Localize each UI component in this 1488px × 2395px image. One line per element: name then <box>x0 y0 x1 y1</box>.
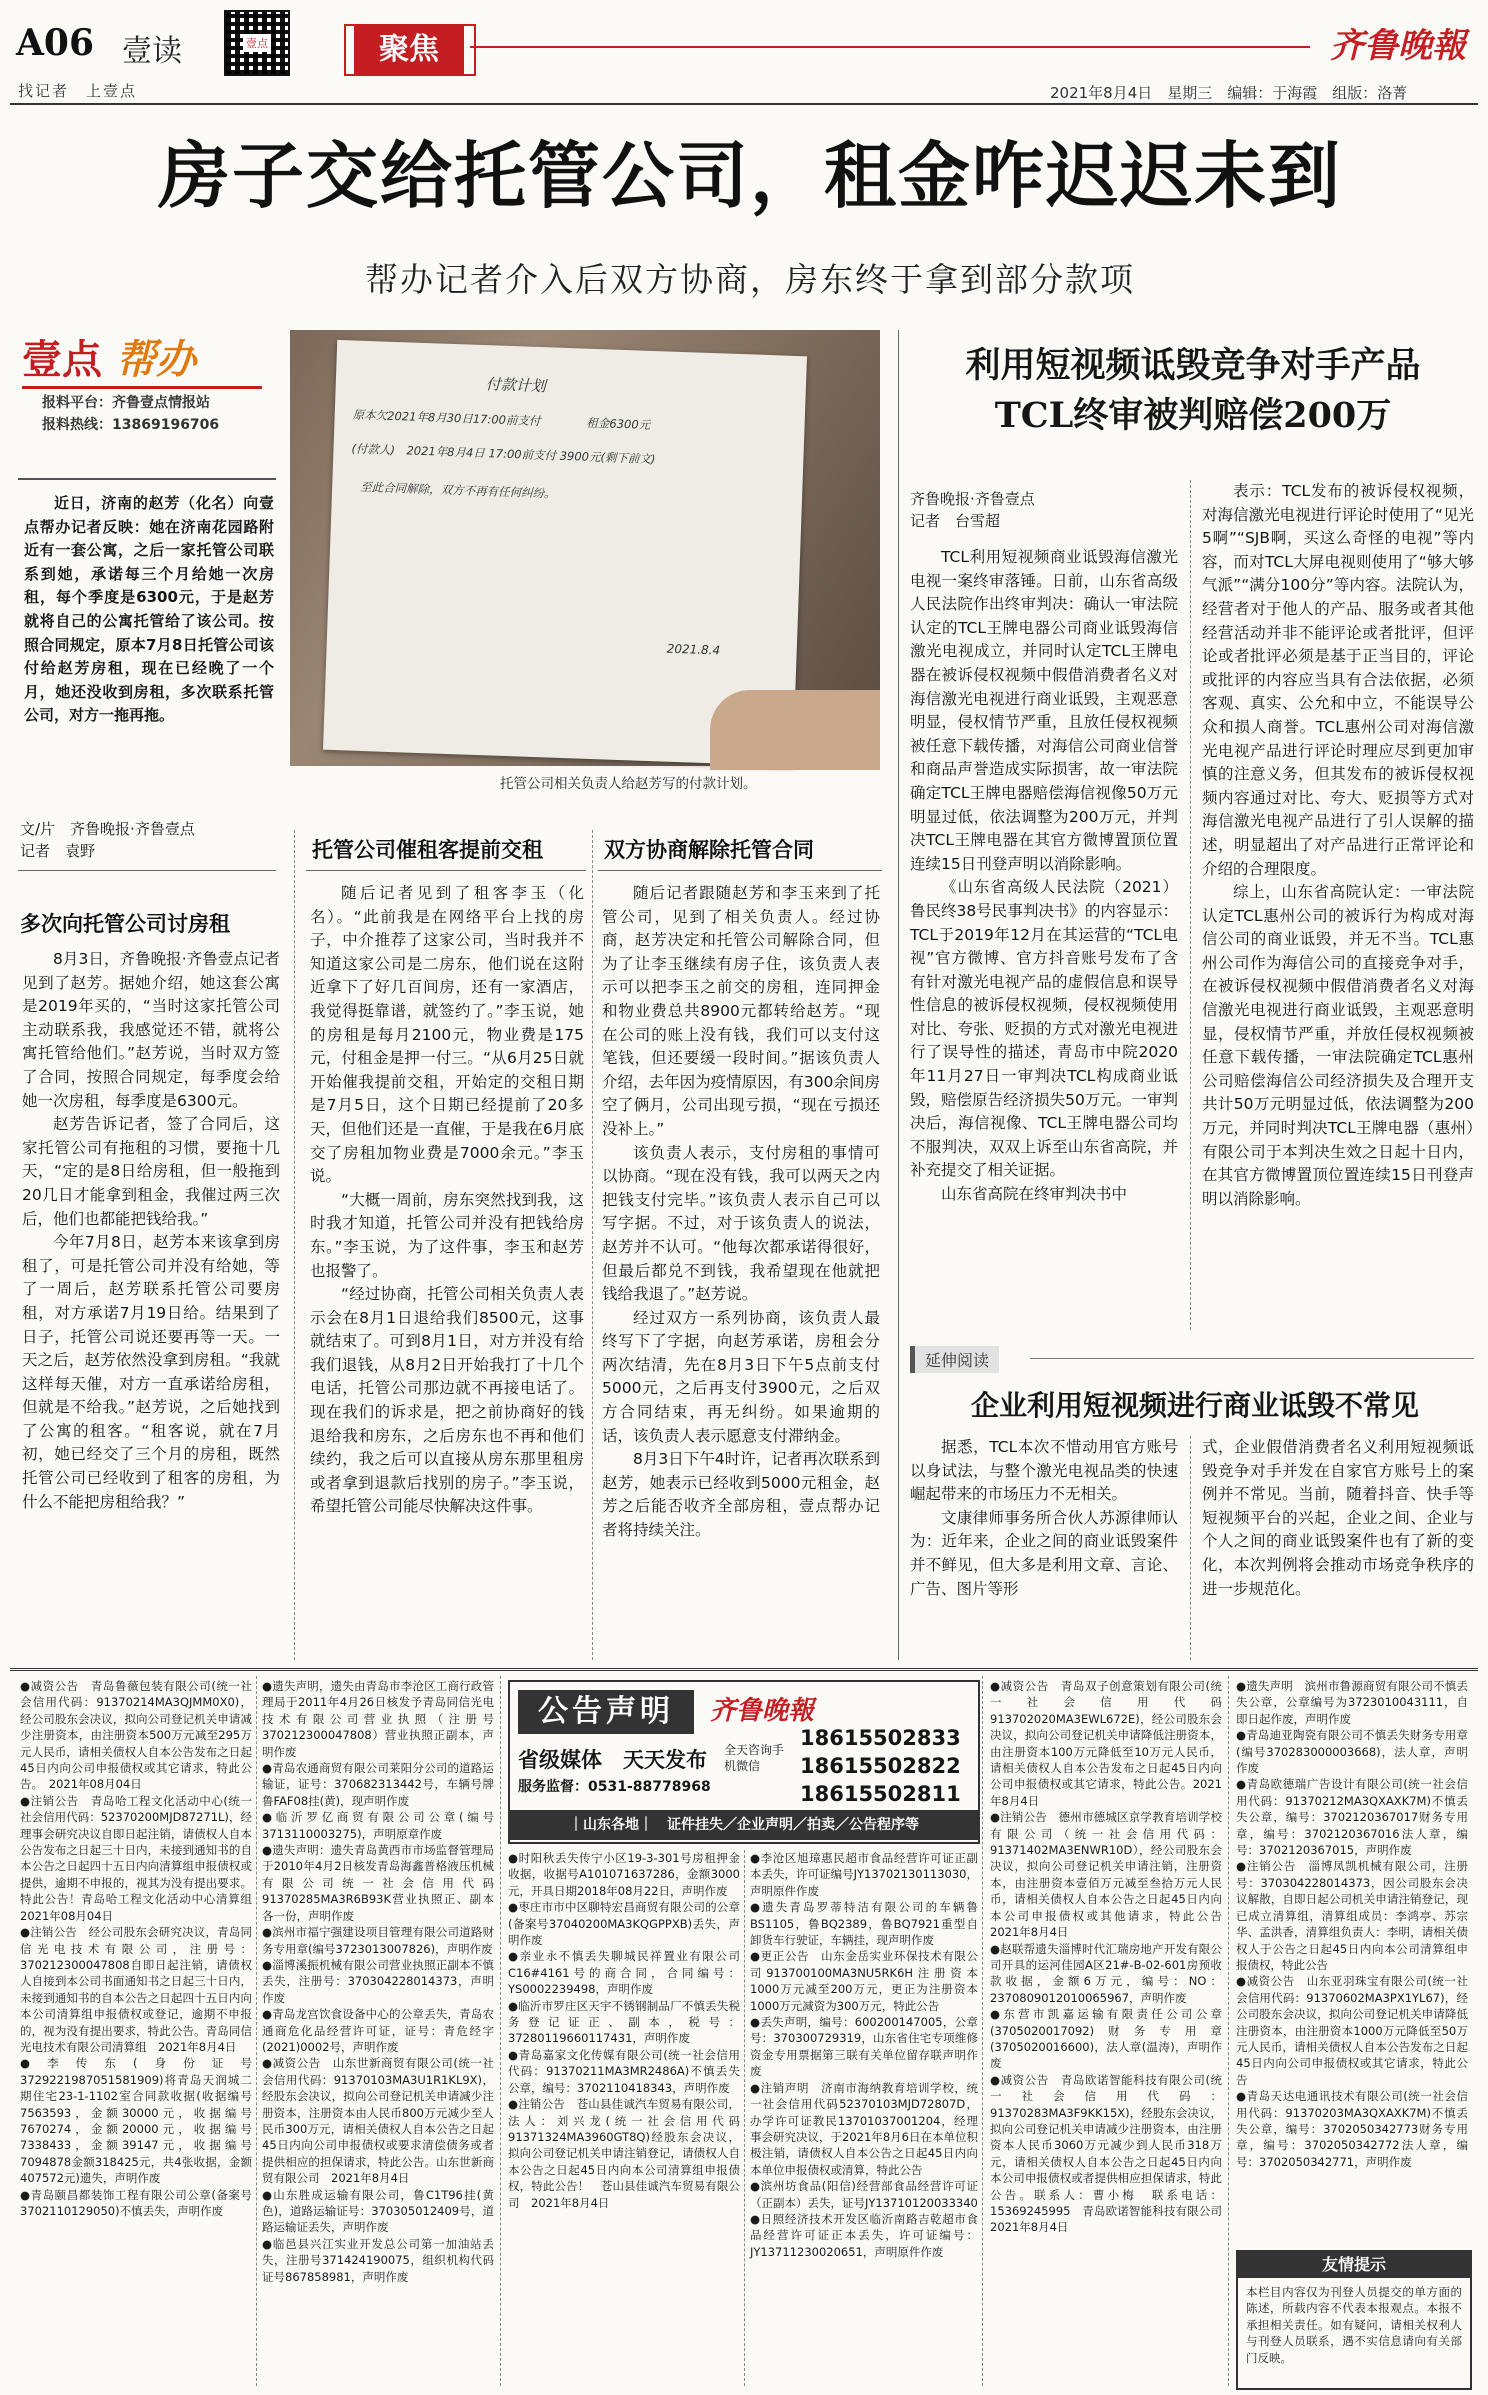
notice-phone-3[interactable]: 18615502811 <box>800 1782 961 1806</box>
tip-phone: 报料热线：13869196706 <box>42 417 220 433</box>
classified-divider <box>1228 1676 1229 2386</box>
section-head-3: 双方协商解除托管合同 <box>604 837 814 862</box>
rcol1-paragraph: TCL利用短视频商业诋毁海信激光电视一案终审落锤。日前，山东省高级人民法院作出终审判决：确认一审法院认定的TCL王牌电器公司商业诋毁海信激光电视成立，并同时认定TCL王牌电器在被诉侵权视频中假借消费者名义对海信激光电视进行商业诋毁，主观恶意明显，侵权情节严重，且放任侵权视频被任意下载传播，对海信公司商业信誉和商品声誉造成实际损害，故一审法院确定TCL王牌电器赔偿海信视像50万元明显过低，依法调整为200万元，并判决TCL王牌电器在其官方微博置顶位置连续15日刊登声明以消除影响。 <box>910 548 1178 873</box>
col-divider <box>592 830 593 1660</box>
extend-divider <box>1190 1436 1191 1660</box>
notice-categories: ｜山东各地｜ 证件挂失／企业声明／拍卖／公告程序等 <box>510 1810 978 1840</box>
col1-rule <box>18 870 276 871</box>
photo-caption: 托管公司相关负责人给赵芳写的付款计划。 <box>500 776 757 792</box>
qr-center-label: 壹点 <box>243 34 271 52</box>
extend-label: 延伸阅读 <box>910 1346 999 1373</box>
doc-line-2: (付款人) 2021年8月4日 17:00前支付 3900元(剩下前文) <box>351 441 656 467</box>
col2-paragraph: “经过协商，托管公司相关负责人表示会在8月1日退给我们8500元，这事就结束了。可到8月1日，对方并没有给我们退钱，从8月2日开始我打了十几个电话，托管公司那边就不再接电话了。现在我们的诉求是，把之前协商好的钱退给我和房东，之后房东也不再和他们续约，我之后可以直接从房东那里租房或者拿到退款后找别的房子。”李玉说，希望托管公司能尽快解决这件事。 <box>310 1285 584 1516</box>
col2-rule <box>306 870 586 871</box>
masthead-logo: 齐鲁晚報 <box>1330 26 1466 66</box>
notice-phone-desc: 全天咨询手机微信 <box>724 1743 785 1773</box>
extend-column-1 <box>910 1436 1178 1662</box>
section-head-1: 多次向托管公司讨房租 <box>20 911 230 936</box>
classified-divider <box>256 1676 257 2386</box>
doc-line-1: 原本欠2021年8月30日17:00前支付 租金6300元 <box>352 407 651 432</box>
qr-code[interactable] <box>224 10 290 76</box>
doc-signature: 2021.8.4 <box>666 641 721 658</box>
issue-date: 2021年8月4日 星期三 编辑：于海霞 组版：洛菁 <box>1050 84 1408 102</box>
story-column-3 <box>602 882 880 1658</box>
classified-divider <box>500 1676 501 2386</box>
lead-paragraph <box>24 492 274 802</box>
classified-column-1: ●减资公告 青岛鲁薇包装有限公司(统一社会信用代码：91370214MA3QJMM0X0)，经公司股东会决议，拟向公司登记机关申请减少注册资本，由注册资本500万元减至295万元人民币，请相关债权人自本公告发布之日起45日内向公司申报债权或其它请求，特此公告。 2021年08月04日 ●注销公告 青岛哈工程文化活动中心(统一社会信用代码：52370200MJD87271L)，经理事会研究决议自即日起注销，请债权人自本公告发布之日起三十日内，未接到通知书的自本公告之日起四十五日内向清算组申报债权或提供，逾期不申报的，视其为没有提出要求。特此公告！青岛哈工程文化活动中心清算组 2021年08月04日 ●注销公告 经公司股东会研究决议，青岛同信光电技术有限公司，注册号：370212300047808自即日起注销，请债权人自接到本公司书面通知书之日起三十日内，未接到通知书的自本公告之日起四十五日内向本公司清算组申报债权或登记，逾期不申报的，视为没有提出要求，特此公告。青岛同信光电技术有限公司清算组 2021年8月4日 ●李传东(身份证号3729221987051581909)将青岛天润城二期住宅23-1-1102室合同款收据(收据编号7563593，金额30000元，收据编号7670274，金额20000元，收据编号7338433，金额39147元，收据编号7094878金额318425元，共4张收据，金额407572元)遗失，声明作废 ●青岛颐昌都装饰工程有限公司公章(备案号3702110129050)不慎丢失，声明作废 <box>20 1679 252 2218</box>
extend-paragraph: 文康律师事务所合伙人苏源律师认为：近年来，企业之间的商业诋毁案件并不鲜见，但大多是利用文章、言论、广告、图片等形 <box>910 1508 1178 1598</box>
bangban-badge <box>22 320 262 472</box>
notice-box <box>508 1680 980 1844</box>
main-subheadline: 帮办记者介入后双方协商，房东终于拿到部分款项 <box>365 260 1135 299</box>
story-photo <box>290 330 880 766</box>
right-byline-1: 齐鲁晚报·齐鲁壹点 <box>910 490 1035 508</box>
section-head-2: 托管公司催租客提前交租 <box>312 837 543 862</box>
right-byline-2: 记者 台雪超 <box>910 512 1001 530</box>
bangban-logo-part1: 壹点 <box>22 337 102 383</box>
classified-column-4: ●李沧区旭璋惠民超市食品经营许可证正副本丢失，许可证编号JY13702130113030，声明原件作废 ●遗失青岛罗蒂特洁有限公司的车辆鲁BS1105，鲁BQ2389，鲁BQ7921重型自卸货车行驶证，车辆挂，现声明作废 ●更正公告 山东金岳实业环保技术有限公司913700100MA3NU5RK6H注册资本1000万元减至200万元，更正为注册资本1000万元减资为300万元，特此公告 ●丢失声明，编号：600200147005，公章号：370300729319，山东省住宅专项维修资金专用票据第三联有关单位留存联声明作废 ●注销声明 济南市海纳教育培训学校，统一社会信用代码52370103MJD72807D，办学许可证教民13701037001204，经理事会研究决议，于2021年8月6日在本单位积极注销，请债权人自本公告之日起45日内向本单位申报债权或清算，特此公告 ●滨州坊食品(阳信)经营部食品经营许可证（正副本）丢失，证号JY13710120033340 ●日照经济技术开发区临沂南路吉乾超市食品经营许可证正本丢失，许可证编号：JY13711230020651，声明原件作废 <box>750 1851 978 2259</box>
rcol2-paragraph: 表示：TCL发布的被诉侵权视频，对海信激光电视进行评论时使用了“见光5啊”“SJB啊，买这么奇怪的电视”等内容，而对TCL大屏电视则使用了“够大够气派”“满分100分”等内容。法院认为，经营者对于他人的产品、服务或者其他经营活动并非不能评论或者批评，但评论或者批评必须是基于正当目的，评论或批评的内容应当具有合法依据，必须客观、真实、公允和中立，不能误导公众和损人商誉。TCL惠州公司对海信激光电视产品进行评论时理应尽到更加审慎的注意义务，但其发布的被诉侵权视频内容通过对比、夸大、贬损等方式对海信激光电视产品进行了引人误解的描述，明显超出了对产品进行正常评论和介绍的合理限度。 <box>1202 482 1474 878</box>
notice-service-phone: 服务监督：0531-88778968 <box>518 1779 711 1795</box>
badge-underline <box>22 386 262 389</box>
photo-hand <box>710 690 880 770</box>
right-col-divider <box>1190 480 1191 1330</box>
extend-column-2 <box>1202 1436 1474 1662</box>
col3-paragraph: 该负责人表示，支付房租的事情可以协商。“现在没有钱，我可以两天之内把钱支付完毕。”该负责人表示自己可以写字据。不过，对于该负责人的说法，赵芳并不认可。“他每次都承诺得很好，但最后都兑不到钱，我希望现在他就把钱给我退了。”赵芳说。 <box>602 1143 880 1304</box>
notice-slogan: 省级媒体 天天发布 <box>518 1748 707 1772</box>
extend-paragraph: 式，企业假借消费者名义利用短视频诋毁竞争对手并发在自家官方账号上的案例并不常见。当前，随着抖音、快手等短视频平台的兴起，企业之间、企业与个人之间的商业诋毁案件也有了新的变化，本次判例将会推动市场竞争秩序的进一步规范化。 <box>1202 1438 1474 1598</box>
page-header <box>0 0 1488 104</box>
story-column-1 <box>22 948 280 1658</box>
story-column-2 <box>310 882 584 1658</box>
page-number: A06 <box>16 22 95 64</box>
header-bottom-rule <box>10 103 1478 105</box>
story-byline-2: 记者 袁野 <box>20 842 96 860</box>
right-column-1 <box>910 546 1178 1332</box>
classified-divider <box>982 1676 983 2386</box>
story-byline-1: 文/片 齐鲁晚报·齐鲁壹点 <box>20 820 195 838</box>
col3-paragraph: 经过双方一系列协商，该负责人最终写下了字据，向赵芳承诺，房租会分两次结清，先在8月3日下午5点前支付5000元，之后再支付3900元，之后双方合同结束，再无纠纷。如果逾期的话，该负责人表示愿意支付滞纳金。 <box>602 1308 880 1445</box>
col3-rule <box>598 870 882 871</box>
friendly-tip-text: 本栏目内容仅为刊登人员提交的单方面的陈述，所载内容不代表本报观点。本报不承担相关责任。如有疑问，请相关权利人与刊登人员联系，遇不实信息请向有关部门反映。 <box>1246 2285 1462 2365</box>
notice-phone-1[interactable]: 18615502833 <box>800 1726 961 1750</box>
rcol1-paragraph: 山东省高院在终审判决书中 <box>941 1185 1128 1204</box>
col3-paragraph: 8月3日下午4时许，记者再次联系到赵芳，她表示已经收到5000元租金，赵芳之后能否收齐全部房租，壹点帮办记者将持续关注。 <box>602 1450 880 1540</box>
friendly-tip-box <box>1236 2250 1472 2390</box>
col3-paragraph: 随后记者跟随赵芳和李玉来到了托管公司，见到了相关负责人。经过协商，赵芳决定和托管公司解除合同，但为了让李玉继续有房子住，该负责人表示可以把李玉之前交的房租，连同押金和物业费总共8900元都转给赵芳。“现在公司的账上没有钱，我们可以支付这笔钱，但还要缓一段时间。”据该负责人介绍，去年因为疫情原因，有300余间房空了俩月，公司出现亏损，“现在亏损还没补上。” <box>602 884 880 1138</box>
notice-phone-2[interactable]: 18615502822 <box>800 1754 961 1778</box>
classified-column-2: ●遗失声明，遗失由青岛市李沧区工商行政管理局于2011年4月26日核发予青岛同信光电技术有限公司营业执照（注册号370212300047808）营业执照正副本，声明作废 ●青岛农通商贸有限公司莱阳分公司的道路运输证，证号：370682313442号，车辆号牌鲁FAF08挂(黄)，现声明作废 ●临沂罗亿商贸有限公司公章(编号3713110003275)，声明原章作废 ●遗失声明：遗失青岛黄西市市场监督管理局于2010年4月2日核发青岛海鑫普格液压机械有限公司统一社会信用代码91370285MA3R6B93K营业执照正、副本各一份，声明作废 ●滨州市福宁强建设项目管理有限公司道路财务专用章(编号3723013007826)，声明作废 ●淄博溪振机械有限公司营业执照正副本不慎丢失，注册号：370304228014373，声明作废 ●青岛龙宫饮食设备中心的公章丢失，青岛农通商危化品经营许可证，证号：青危经字(2021)0002号，声明作废 ●减资公告 山东世新商贸有限公司(统一社会信用代码：91370103MA3U1R1KL9X)，经股东会决议，拟向公司登记机关申请减少注册资本，注册资本由人民币800万元减少至人民币300万元，请相关债权人自本公告之日起45日内向公司申报债权或要求清偿债务或者提供相应的担保请求，特此公告。山东世新商贸有限公司 2021年8月4日 ●山东胜成运输有限公司，鲁C1T96挂(黄色)，道路运输证号：370305012409号，道路运输证丢失，声明作废 ●临邑县兴江实业开发总公司第一加油站丢失，注册号371424190075，组织机构代码证号867858981，声明作废 <box>262 1679 494 2284</box>
classified-column-3: ●时阳秋丢失传宁小区19-3-301号房租押金收据，收据号A101071637286，金额3000元，开具日期2018年08月22日，声明作废 ●枣庄市市中区聊特宏昌商贸有限公司的公章(备案号37040200MA3KQGPPXB)丢失，声明作废 ●亲业永不慎丢失聊城民祥置业有限公司C16#4161号的商合同，合同编号：YS0002239498，声明作废 ●临沂市罗庄区天宇不锈钢制品厂不慎丢失税务登记证正、副本，税号：37280119660117431，声明作废 ●青岛嘉家文化传媒有限公司(统一社会信用代码：91370211MA3MR2486A)不慎丢失公章，编号：3702110418343，声明作废 ●注销公告 苍山县佳诚汽车贸易有限公司，法人：刘兴龙(统一社会信用代码91371324MA3960GT8Q)经股东会决议，拟向公司登记机关申请注销登记，请债权人自本公告之日起45日内向本公司清算组申报债权，特此公告！ 苍山县佳诚汽车贸易有限公司 2021年8月4日 <box>508 1851 740 2210</box>
tip-platform: 报料平台：齐鲁壹点情报站 <box>42 395 210 411</box>
classified-top-rule <box>10 1668 1478 1671</box>
col-divider <box>294 830 295 1660</box>
main-headline: 房子交给托管公司，租金咋迟迟未到 <box>157 133 1342 218</box>
section-slogan: 找记者 上壹点 <box>18 82 138 100</box>
extend-rule <box>1030 1358 1474 1359</box>
classified-divider <box>744 1850 745 2386</box>
tag-label: 聚焦 <box>354 24 464 76</box>
col2-paragraph: “大概一周前，房东突然找到我，这时我才知道，托管公司并没有把钱给房东。”李玉说，为了这件事，李玉和赵芳也报警了。 <box>310 1190 584 1280</box>
notice-title: 公告声明 <box>518 1690 694 1734</box>
lead-text: 近日，济南的赵芳（化名）向壹点帮办记者反映：她在济南花园路附近有一套公寓，之后一家托管公司联系到她，承诺每三个月给她一次房租，每个季度是6300元，于是赵芳就将自己的公寓托管给了该公司。按照合同规定，原本7月8日托管公司该付给赵芳房租，现在已经晚了一个月，她还没收到房租，多次联系托管公司，对方一拖再拖。 <box>24 494 274 725</box>
col2-paragraph: 随后记者见到了租客李玉（化名）。“此前我是在网络平台上找的房子，中介推荐了这家公司，当时我并不知道这家公司是二房东，他们说在这附近拿下了好几百间房，还有一家酒店，我觉得挺靠谱，就签约了。”李玉说，她的房租是每月2100元，物业费是175元，付租金是押一付三。“从6月25日就开始催我提前交租，开始定的交租日期是7月5日，这个日期已经提前了20多天，但他们还是一直催，于是我在6月底交了房租加物业费是7000余元。”李玉说。 <box>310 884 584 1186</box>
col1-paragraph: 8月3日，齐鲁晚报·齐鲁壹点记者见到了赵芳。据她介绍，她这套公寓是2019年买的，“当时这家托管公司主动联系我，我感觉还不错，就将公寓托管给他们。”赵芳说，当时双方签了合同，按照合同规定，每季度会给她一次房租，每季度是6300元。 <box>22 950 280 1110</box>
right-column-2 <box>1202 480 1474 1332</box>
header-rule <box>470 46 1310 48</box>
doc-heading: 付款计划 <box>485 375 547 396</box>
notice-brand: 齐鲁晚報 <box>710 1696 815 1726</box>
bangban-logo-part2: 帮办 <box>116 337 196 383</box>
story-divider <box>898 330 899 1660</box>
doc-line-3: 至此合同解除，双方不再有任何纠纷。 <box>359 479 556 501</box>
classified-column-5: ●减资公告 青岛双子创意策划有限公司(统一社会信用代码913702020MA3EWL672E)，经公司股东会决议，拟向公司登记机关申请降低注册资本，由注册资本100万元降低至10万元人民币，请相关债权人自本公告发布之日起45日内向公司申报债权或其它请求，特此公告。2021年8月4日 ●注销公告 德州市德城区京学教育培训学校有限公司（统一社会信用代码：91371402MA3ENWR10D），经公司股东会决议，拟向公司登记机关申请注销，注册资本，由注册资本壹佰万元减至叁拾万元人民币，请相关债权人自本公告之日起45日内向本公司申报债权或其他请求，特此公告 2021年8月4日 ●赵联帮遗失淄博时代汇瑞房地产开发有限公司开具的运河佳园A区21#-B-02-601房预收款收据，金额6万元，编号：NO：2370809012010065967，声明作废 ●东营市凯嘉运输有限责任公司公章(3705020017092)财务专用章(3705020016600)，法人章(温涛)，声明作废 ●减资公告 青岛欧诺智能科技有限公司(统一社会信用代码：91370283MA3F9KK15X)，经股东会决议，拟向公司登记机关申请减少注册资本，由注册资本人民币3060万元减少到人民币318万元，请相关债权人自本公告之日起45日内向本公司申报债权或者提供相应担保请求，特此公告。联系人：曹小梅 联系电话：15369245995 青岛欧诺智能科技有限公司 2021年8月4日 <box>990 1679 1222 2235</box>
col1-paragraph: 今年7月8日，赵芳本来该拿到房租了，可是托管公司并没有给她，等了一周后，赵芳联系托管公司要房租，对方承诺7月19日给。结果到了日子，托管公司说还要再等一天。一天之后，赵芳依然没拿到房租。“我就这样每天催，对方一直承诺给房租，但就是不给我。”赵芳说，之后她找到了公寓的租客。“租客说，就在7月初，她已经交了三个月的房租，既然托管公司已经收到了租客的房租，为什么不能把房租给我？” <box>22 1233 280 1511</box>
friendly-tip-title: 友情提示 <box>1238 2252 1470 2278</box>
rcol2-paragraph: 综上，山东省高院认定：一审法院认定TCL惠州公司的被诉行为构成对海信公司的商业诋毁，并无不当。TCL惠州公司作为海信公司的直接竞争对手，在被诉侵权视频中假借消费者名义对海信激光电视进行商业诋毁，主观恶意明显，侵权情节严重，并放任侵权视频被任意下载传播，一审法院确定TCL惠州公司赔偿海信公司经济损失及合理开支共计50万元明显过低，依法调整为200万元，并同时判决TCL王牌电器（惠州）有限公司于本判决生效之日起十日内，在其官方微博置顶位置连续15日刊登声明以消除影响。 <box>1202 883 1474 1208</box>
extend-paragraph: 据悉，TCL本次不惜动用官方账号以身试法，与整个激光电视品类的快速崛起带来的市场压力不无相关。 <box>910 1438 1178 1504</box>
extend-headline: 企业利用短视频进行商业诋毁不常见 <box>970 1389 1419 1422</box>
section-name: 壹读 <box>122 34 182 69</box>
col1-paragraph: 赵芳告诉记者，签了合同后，这家托管公司有拖租的习惯，要拖十几天，“定的是8日给房租，但一般拖到20几日才能拿到租金，我催过两三次后，他们也都能把钱给我。” <box>22 1115 280 1228</box>
classified-column-6: ●遗失声明 滨州市鲁源商贸有限公司不慎丢失公章，公章编号为3723010043111，自即日起作废，声明作废 ●青岛迪亚陶瓷有限公司不慎丢失财务专用章(编号370283000003668)，法人章，声明作废 ●青岛欧德瑞广告设计有限公司(统一社会信用代码：91370212MA3QXAXK7M)不慎丢失公章，编号：3702120367017财务专用章，编号：3702120367016法人章，编号：3702120367015，声明作废 ●注销公告 淄博凤凯机械有限公司，注册号：370304228014373，因公司股东会决议解散，自即日起公司机关申请注销登记，现已成立清算组，清算组成员：李鸿亭、苏宗华、孟洪香，清算组负责人：李明，请相关债权人于公告之日起45日内向本公司清算组申报债权，特此公告 ●减资公告 山东亚羽珠宝有限公司(统一社会信用代码：91370602MA3PX1YL67)，经公司股东会决议，拟向公司登记机关申请降低注册资本，由注册资本1000万元降低至50万元人民币，请相关债权人自本公告发布之日起45日内向公司申报债权或其它请求，特此公告 ●青岛天达电通讯技术有限公司(统一社会信用代码：91370203MA3QXAXK7M)不慎丢失公章，编号：3702050342773财务专用章，编号：3702050342772法人章，编号：3702050342771，声明作废 <box>1236 1679 1468 2169</box>
right-headline-2: TCL终审被判赔偿200万 <box>994 395 1392 436</box>
rcol1-paragraph: 《山东省高级人民法院（2021）鲁民终38号民事判决书》的内容显示：TCL于2019年12月在其运营的“TCL电视”官方微博、官方抖音账号发布了含有针对激光电视产品的虚假信息和误导性信息的被诉侵权视频，侵权视频使用对比、夸张、贬损的方式对激光电视进行了误导性的描述，青岛市中院2020年11月27日一审判决TCL构成商业诋毁，赔偿原告经济损失50万元。一审判决后，海信视像、TCL王牌电器公司均不服判决，双双上诉至山东省高院，并补充提交了相关证据。 <box>910 878 1178 1180</box>
right-headline-1: 利用短视频诋毁竞争对手产品 <box>965 345 1421 386</box>
